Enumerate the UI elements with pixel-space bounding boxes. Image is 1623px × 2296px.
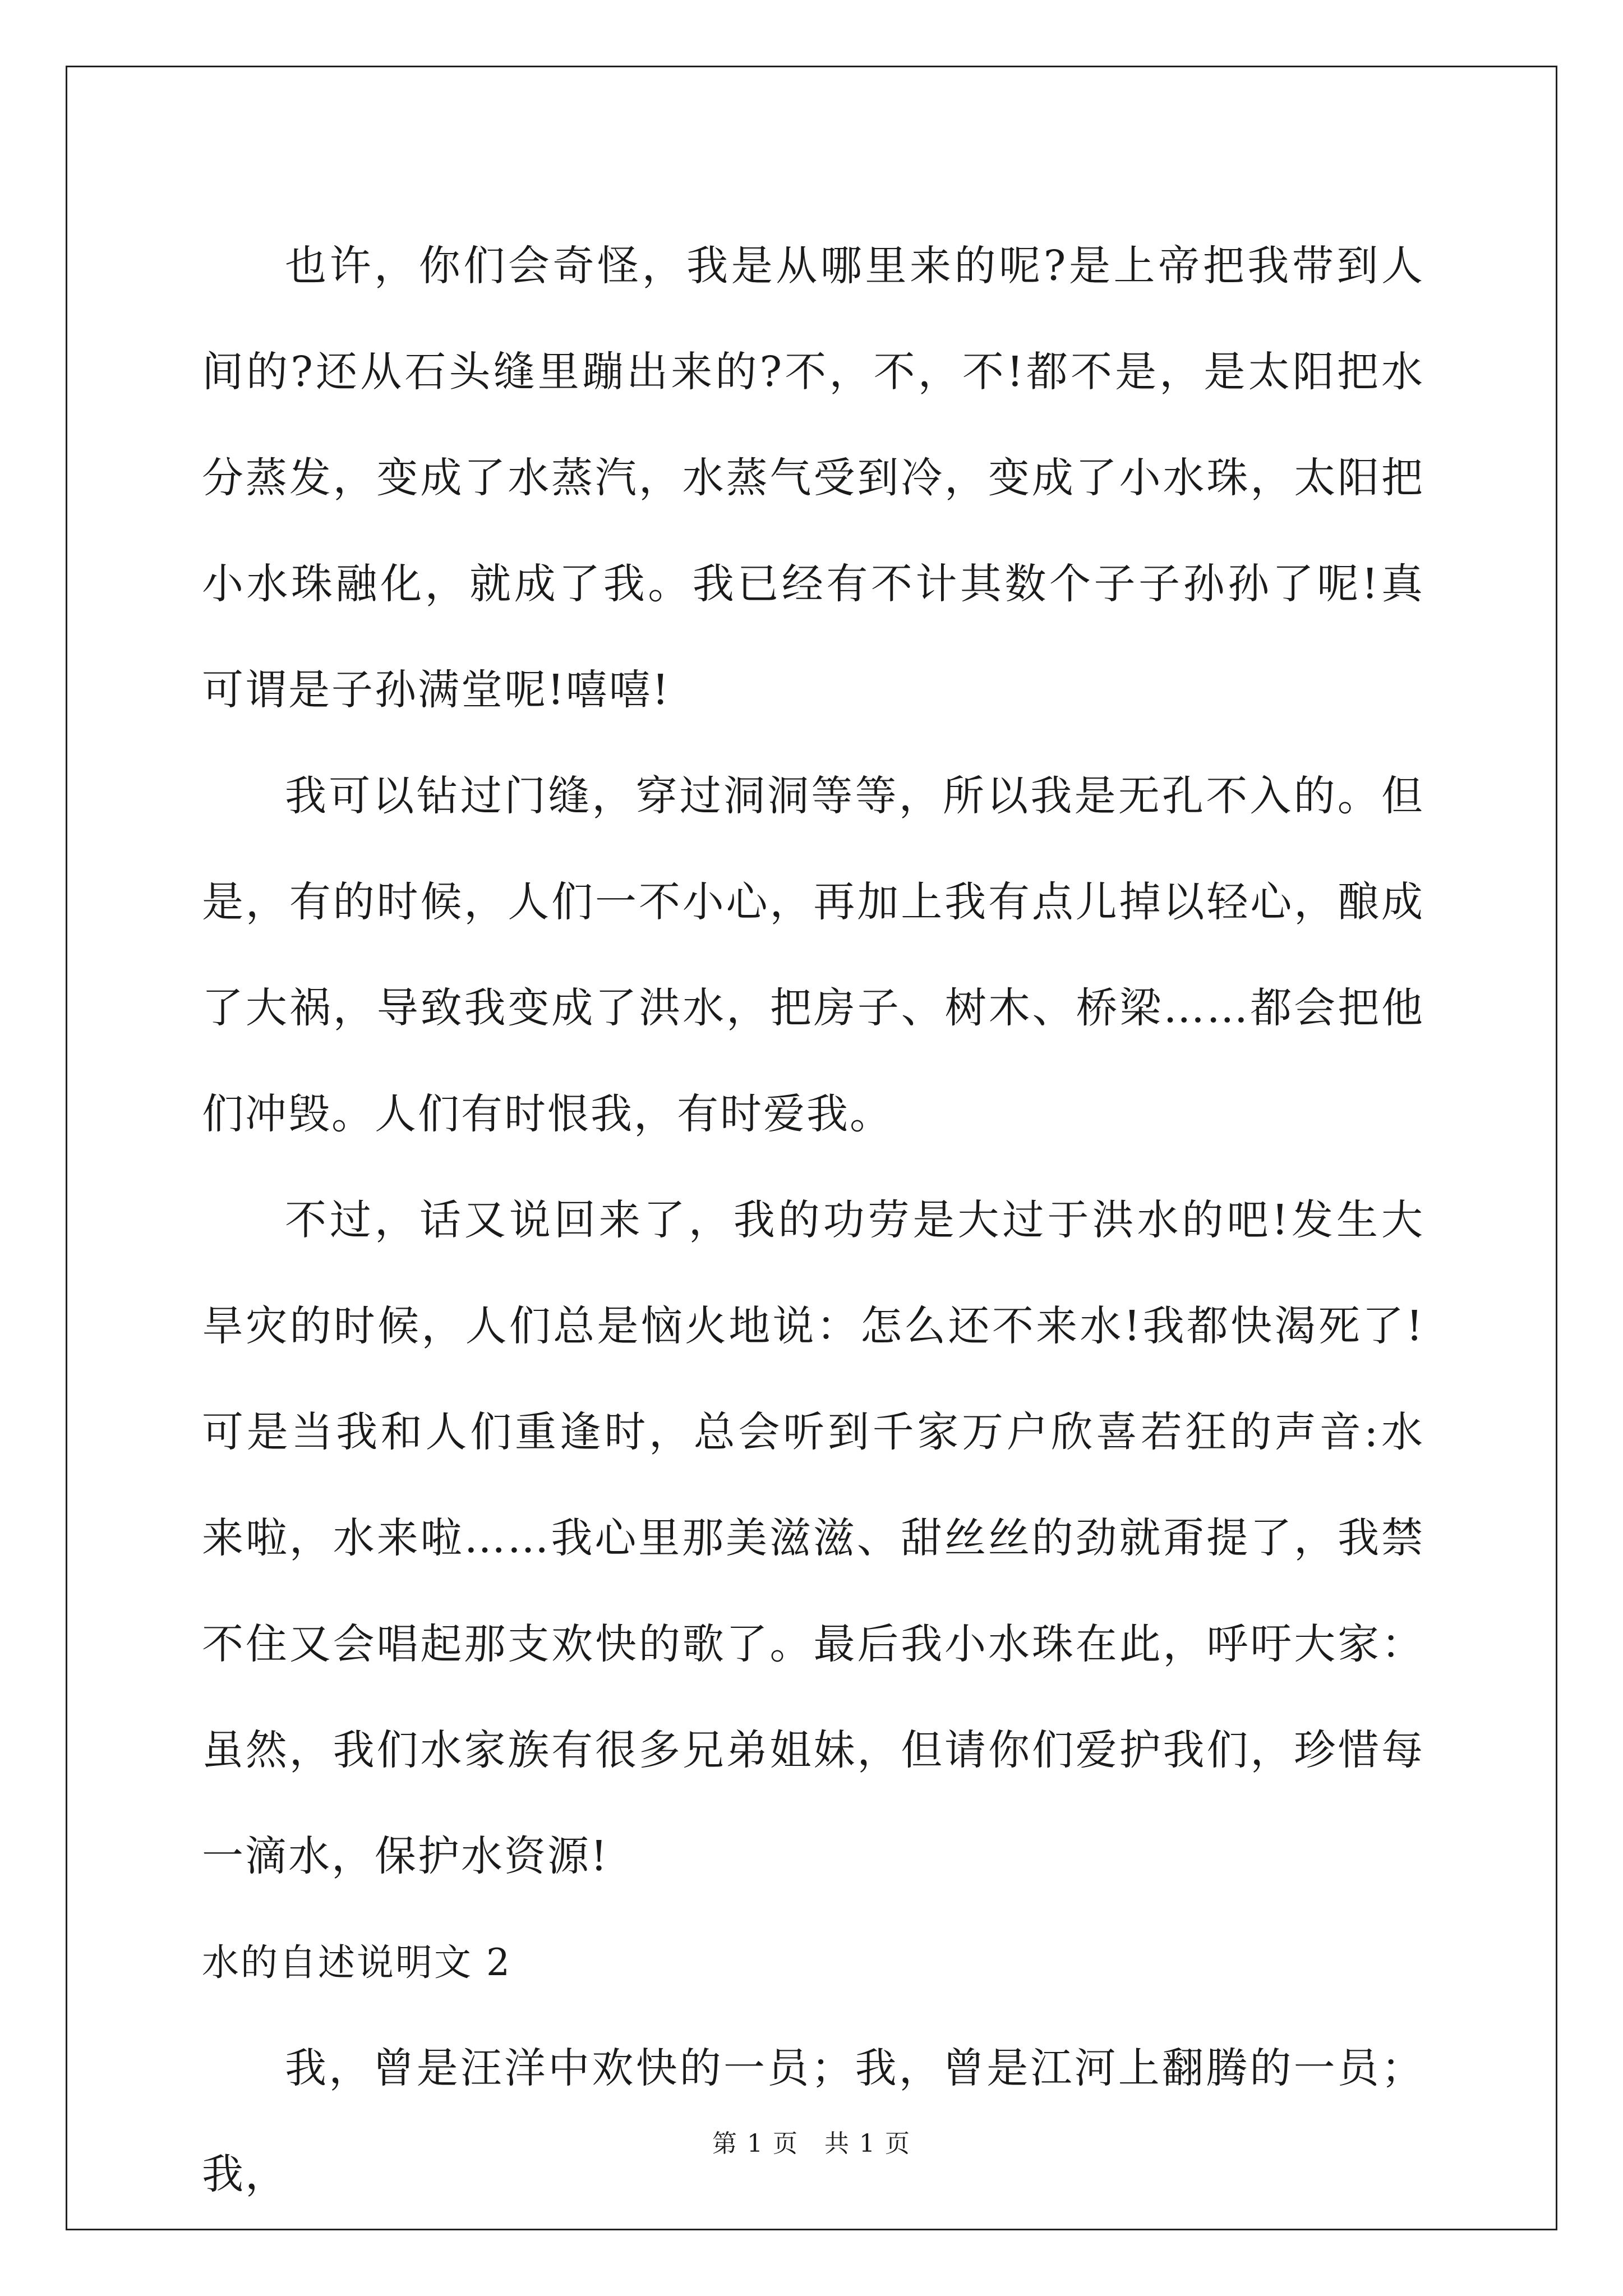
paragraph-1: 也许，你们会奇怪，我是从哪里来的呢?是上帝把我带到人间的?还从石头缝里蹦出来的?不，不，不!都不是，是太阳把水分蒸发，变成了水蒸汽，水蒸气受到冷，变成了小水珠，太阳把小水珠融化，就成了我。我已经有不计其数个子子孙孙了呢!真可谓是子孙满堂呢!嘻嘻!	[202, 242, 1424, 714]
paragraph-2: 我可以钻过门缝，穿过洞洞等等，所以我是无孔不入的。但是，有的时候，人们一不小心，再加上我有点儿掉以轻心，酿成了大祸，导致我变成了洪水，把房子、树木、桥梁……都会把他们冲毁。人们有时恨我，有时爱我。	[202, 772, 1424, 1138]
section-heading: 水的自述说明文 2	[202, 1941, 511, 1984]
paragraph-3: 不过，话又说回来了，我的功劳是大过于洪水的吧!发生大旱灾的时候，人们总是恼火地说：怎么还不来水!我都快渴死了!可是当我和人们重逢时，总会听到千家万户欣喜若狂的声音:水来啦，水来啦……我心里那美滋滋、甜丝丝的劲就甭提了，我禁不住又会唱起那支欢快的歌了。最后我小水珠在此，呼吁大家：虽然，我们水家族有很多兄弟姐妹，但请你们爱护我们，珍惜每一滴水，保护水资源!	[202, 1196, 1424, 1880]
page-number-footer: 第 1 页 共 1 页	[712, 2129, 911, 2158]
document-body	[202, 213, 1424, 2228]
paragraph-4: 我，曾是汪洋中欢快的一员；我，曾是江河上翻腾的一员；我，	[202, 2044, 1424, 2198]
